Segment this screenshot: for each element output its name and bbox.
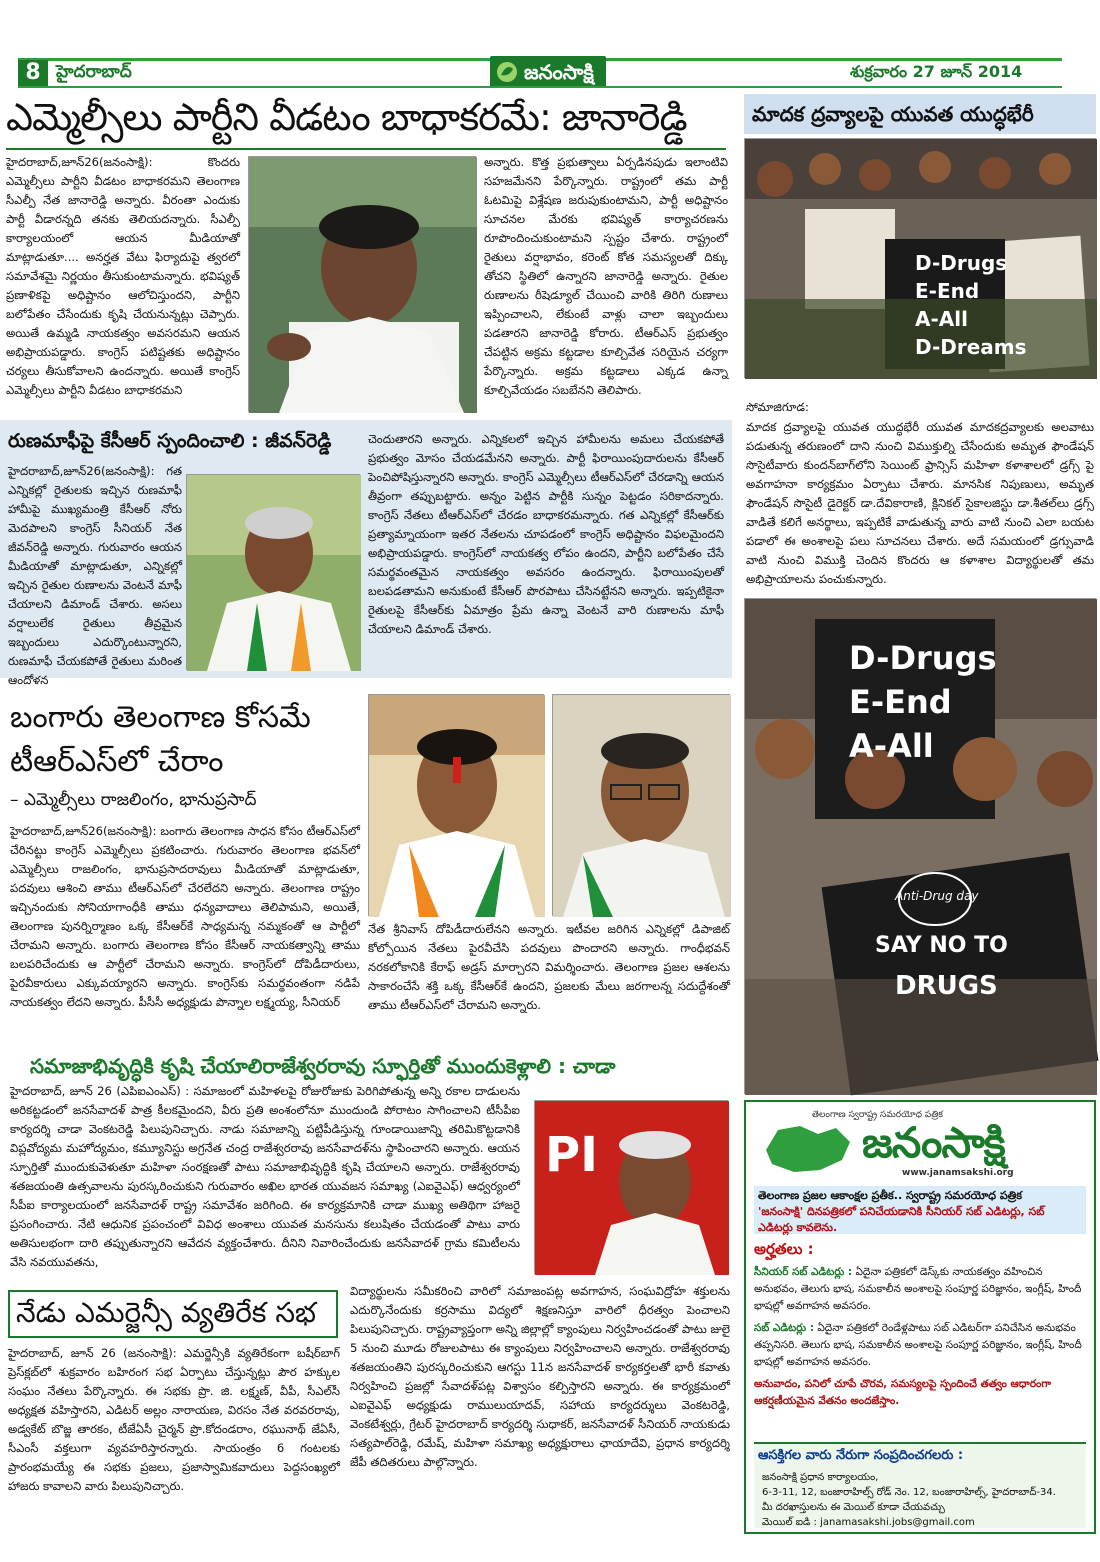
story4-photo [534, 1100, 728, 1274]
ad-contact-head: ఆసక్తిగల వారు నేరుగా సంప్రదించగలరు : [758, 1448, 964, 1463]
telangana-map-icon [756, 1120, 856, 1176]
page-number: 8 [18, 60, 48, 86]
recruitment-ad [744, 1100, 1096, 1534]
story5-headline: నేడు ఎమర్జెన్సీ వ్యతిరేక సభ [16, 1296, 316, 1329]
ad-note-text: అనువాదం, పనిలో చూపే చొరవ, సమస్యలపై స్పందించే తత్వం ఆధారంగా ఆకర్షణీయమైన వేతనం అందజేస్తాం. [754, 1378, 1052, 1407]
lead-headline-rule [6, 148, 726, 150]
brand-logo [490, 56, 606, 88]
story3-photo-left-art [369, 695, 545, 917]
story3-col2: నేత శ్రీనివాస్ దోపిడీదారులేనని అన్నారు. ఇటీవల జరిగిన ఎన్నికల్లో డిపాజిట్ కోల్పోయిన నేతలు పైరవీచేసి పదవులు పొందారని అన్నారు. గాంధీభవన్ నరకలోకానికి కేరాఫ్ అడ్రస్ మార్చారని విమర్శించారు. తెలంగాణ ప్రజల ఆశలను సాకారంచేసే శక్తి ఒక్క కేసీఆర్‌కే ఉందని, ప్రజలకు మేలు జరగాలన్న సదుద్దేశంతో తాము టీఆర్ఎస్‌లో చేరామని అన్నారు. [368, 922, 730, 1012]
ad-note [754, 1376, 1086, 1428]
story4-photo-art [535, 1101, 729, 1275]
brand-name: జనంసాక్షి [524, 60, 594, 84]
ad-senior [754, 1264, 1086, 1316]
sidebar-dateline: సోమాజిగూడ: [746, 400, 809, 414]
ad-contact-address: 6-3-11, 12, బంజారాహిల్స్ రోడ్ నెం. 12, బంజారాహిల్స్, హైదరాబాద్-34. [762, 1487, 1056, 1498]
story2-photo [186, 474, 360, 670]
story3-photo-left [368, 694, 544, 916]
masthead [0, 0, 1100, 92]
ad-contact-mail-note: మీ దరఖాస్తులను ఈ మెయిల్ కూడా చేయవచ్చు [762, 1502, 945, 1513]
sidebar-photo-1 [744, 138, 1096, 378]
lead-col3: అన్నారు. కొత్త ప్రభుత్వాలు ఏర్పడినపుడు ఇలాంటివి సహజమేనని పేర్కొన్నారు. రాష్ట్రంలో తమ పార్టీ ఓటమిపై విశ్లేషణ జరుపుకుంటామని, పార్టీ అధిష్టానం సూచనల మేరకు భవిష్యత్ కార్యాచరణను రూపొందించుకుంటామని స్పష్టం చేశారు. రాష్ట్రంలో రైతులు వర్షాభావం, కరెంట్ కోత సమస్యలతో దిక్కు తోచని స్థితిలో ఉన్నారని జానారెడ్డి అన్నారు. రైతుల రుణాలను రీషెడ్యూల్ చేయించి వారికి తిరిగి రుణాలు ఇప్పించాలని, లేకుంటే వాళ్లు చాలా ఇబ్బందులు పడతారని జానారెడ్డి కోరారు. టీఆర్ఎస్ ప్రభుత్వం చేపట్టిన అక్రమ కట్టడాల కూల్చివేత సరియైన చర్యగా పేర్కొన్నారు. అక్రమ కట్టడాలు ఎక్కడ ఉన్నా కూల్చివేయడం సబబేనని తెలిపారు. [484, 155, 728, 397]
ad-banner-line-2: 'జనంసాక్షి' దినపత్రికలో పనిచేయడానికి సీనియర్ సబ్ ఎడిటర్లు, సబ్ ఎడిటర్లు కావలెను. [758, 1205, 1045, 1234]
story5-col1: హైదరాబాద్, జూన్ 26 (జనంసాక్షి): ఎమర్జెన్సీకి వ్యతిరేకంగా బషీర్‌బాగ్ ప్రెస్‌క్లబ్‌లో శుక్రవారం బహిరంగ సభ ఏర్పాటు చేస్తున్నట్లు పౌర హక్కుల సంఘం నేతలు పేర్కొన్నారు. ఈ సభకు ప్రొ. జి. లక్ష్మణ్, వీపీ, సీఎల్‌సీ అధ్యక్షత వహిస్తారని, ఎడిటర్ అల్లం నారాయణ, విరసం నేత వరవరరావు, అడ్వకేట్ బొజ్జ తారకం, టీజేఏసీ చైర్మన్ ప్రొ.కోదండరాం, రఘునాథ్ జేఏసీ, సీఎంసీ వక్తలుగా వ్యవహరిస్తారన్నారు. సాయంత్రం 6 గంటలకు ప్రారంభమయ్యే ఈ సభకు ప్రజలు, ప్రజాస్వామికవాదులు పెద్దసంఖ్యలో హాజరు కావాలని వారు పిలుపునిచ్చారు. [8, 1346, 340, 1493]
sidebar-photo-1-board-1: D-Drugs [915, 251, 1008, 275]
story4-headline: సమాజాభివృద్ధికి కృషి చేయాలిరాజేశ్వరరావు స్ఫూర్తితో ముందుకెళ్లాలి : చాడా [30, 1054, 616, 1078]
ad-contact [754, 1442, 1086, 1528]
sidebar-headline: మాదక ద్రవ్యాలపై యువత యుద్ధభేరీ [744, 94, 1096, 134]
leaf-icon [496, 61, 518, 83]
ad-contact-email[interactable]: మెయిల్ ఐడి : janamasakshi.jobs@gmail.com [762, 1517, 975, 1528]
ad-senior-label: సీనియర్ సబ్ ఎడిటర్లు : [754, 1266, 853, 1278]
ad-brand: జనంసాక్షి [862, 1118, 1005, 1167]
ad-sub-text: ఏదైనా పత్రికలో రెండేళ్లపాటు సబ్ ఎడిటర్‌గా పనిచేసిన అనుభవం తప్పనిసరి. తెలుగు భాష, సమకాలీన అంశాలపై సంపూర్ణ పరిజ్ఞానం, ఇంగ్లీష్, హిందీ భాషల్లో అవగాహన అవసరం. [754, 1322, 1082, 1368]
ad-banner-line-1: తెలంగాణ ప్రజల ఆకాంక్షల ప్రతీక.. స్వరాష్ట్ర సమరయోధ పత్రిక [758, 1189, 1023, 1202]
story3-headline-line2: టీఆర్ఎస్‌లో చేరాం [10, 744, 224, 779]
sidebar-photo-2-sign-1: Anti-Drug day [895, 889, 979, 903]
ad-senior-text: ఏదైనా పత్రికలో డెస్క్‌కు నాయకత్వం వహించిన అనుభవం, తెలుగు భాష, సమకాలీన అంశాలపై సంపూర్ణ పరిజ్ఞానం, ఇంగ్లీష్, హిందీ భాషల్లో అవగాహన అవసరం. [754, 1266, 1082, 1312]
story2-col1: హైదరాబాద్,జూన్26(జనంసాక్షి): గత ఎన్నికల్లో రైతులకు ఇచ్చిన రుణమాఫీ హామీపై ముఖ్యమంత్రి కేసీఆర్ నోరు మెదపాలని కాంగ్రెస్ సీనియర్ నేత జీవన్‌రెడ్డి అన్నారు. గురువారం ఆయన మీడియాతో మాట్లాడుతూ, ఎన్నికల్లో ఇచ్చిన రైతుల రుణాలను వెంటనే మాఫీ చేయాలని డిమాండ్ చేశారు. అసలు వర్షాలులేక రైతులు తీవ్రమైన ఇబ్బందులు ఎదుర్కొంటున్నారని, రుణమాఫీ చేయకపోతే రైతులు మరింత ఆందోళన [8, 464, 182, 687]
story3-col1: హైదరాబాద్,జూన్26(జనంసాక్షి): బంగారు తెలంగాణ సాధన కోసం టీఆర్ఎస్‌లో చేరినట్టు కాంగ్రెస్ ఎమ్మెల్సీలు ప్రకటించారు. గురువారం తెలంగాణ భవన్‌లో ఎమ్మెల్సీలు రాజలింగం, భానుప్రసాదరావులు మీడియాతో మాట్లాడుతూ, పదవులు ఆశించి తాము టీఆర్ఎస్‌లో చేరలేదని అన్నారు. తెలంగాణ రాష్ట్రం ఇచ్చినందుకు సోనియాగాంధీకి తాము ధన్యవాదాలు తెలిపామని, అయితే, తెలంగాణ పునర్నిర్మాణం ఒక్క కేసీఆర్‌కే సాధ్యమన్న నమ్మకంతో ఆ పార్టీలో చేరామని అన్నారు. బంగారు తెలంగాణ కోసం కేసీఆర్ నాయకత్వాన్ని తాము బలపరిచేందుకు ఆ పార్టీలో చేరామని అన్నారు. కాంగ్రెస్‌లో దోపిడీదారులు, పైరవీకారులు ఎక్కువయ్యారని అన్నారు. కాంగ్రెస్‌కు సమర్థవంతంగా నడిపే నాయకత్వం లేదని అన్నారు. పీసీసీ అధ్యక్షుడు పొన్నాల లక్ష్మయ్య, సీనియర్ [10, 824, 360, 1009]
story4-col2: విద్యార్థులను సమీకరించి వారిలో సమాజంపట్ల అవగాహన, సంఘవిద్రోహ శక్తులను ఎదుర్కొనేందుకు కర్రసాము విద్యలో శిక్షణనిస్తూ వారిలో ధీరత్వం పెంచాలని పిలుపునిచ్చారు. రాష్ట్రవ్యాప్తంగా అన్ని జిల్లాల్లో క్యాంపులు నిర్వహించడంతో పాటు జులై 5 నుంచి మూడు రోజులపాటు ఈ క్యాంపులు నిర్వహించాలని అన్నారు. రాజేశ్వరరావు శతజయంతిని పురస్కరించుకుని ఆగస్టు 11న జనసేవాదళ్ కార్యకర్తలతో భారీ కవాతు నిర్వహించి ప్రజల్లో సేవాదళ్‌పట్ల విశ్వాసం కల్పిస్తారని అన్నారు. ఈ కార్యక్రమంలో ఎఐవైఎఫ్ అధ్యక్షుడు రాములుయాదవ్, సహాయ కార్యదర్శులు వెంకటరెడ్డి, వెంకటేశ్వర్లు, గ్రేటర్ హైదరాబాద్ కార్యదర్శి సుధాకర్, జనసేవాదళ్ సీనియర్ నాయకుడు సత్యపాల్‌రెడ్డి, రమేష్, మహిళా సమాఖ్య అధ్యక్షురాలు ఛాయాదేవి, ప్రధాన కార్యదర్శి జేపీ తదితరులు పాల్గొన్నారు. [350, 1284, 730, 1469]
sidebar-photo-2 [744, 598, 1096, 1094]
ad-contact-office: జనంసాక్షి ప్రధాన కార్యాలయం, [762, 1472, 879, 1483]
ad-banner [754, 1186, 1086, 1234]
issue-date: శుక్రవారం 27 జూన్ 2014 [850, 62, 1023, 81]
sidebar-body: మాదక ద్రవ్యాలపై యువత యుద్ధభేరీ యువత మాదకద్రవ్యాలకు అలవాటు పడుతున్న తరుణంలో దాని నుంచి విముక్తుల్ని చేసేందుకు అమృత ఫౌండేషన్ సొసైటీవారు కుందన్‌బాగ్‌లోని సెయింట్ ఫ్రాన్సిస్ మహిళా కళాశాలలో డ్రగ్స్ పై అవగాహనా కార్యక్రమం ఏర్పాటు చేశారు. మానసిక నిపుణులు, అమృత ఫౌండేషన్ సొసైటీ డైరెక్టర్ డా.దేవికారాణి, క్లినికల్ సైకాలజిస్టు డా.శీతల్‌లు డ్రగ్స్ వాడితే కలిగే అనర్థాలు, ఇప్పటికే వాడుతున్న వారు వాటి నుంచి ఎలా బయట పడాలో ఈ అంశాలపై పలు సూచనలు చేశారు. అదే సమయంలో డ్రగ్సువాడి వాటి నుంచి విముక్తి చెందిన కొందరు ఆ కళాశాల విద్యార్థులతో తమ అభిప్రాయాలను పంచుకున్నారు. [746, 420, 1094, 586]
sidebar-photo-1-board-3: A-All [915, 307, 968, 331]
sidebar-photo-2-sign-2: SAY NO TO [875, 933, 1008, 958]
sidebar-photo-2-sign-3: DRUGS [895, 971, 998, 1001]
story2-headline: రుణమాఫీపై కేసీఆర్ స్పందించాలి : జీవన్‌రెడ్డి [8, 430, 332, 452]
sidebar-photo-2-board-2: E-End [849, 683, 952, 721]
lead-photo-art [249, 157, 477, 413]
sidebar-photo-2-board-1: D-Drugs [849, 639, 997, 677]
ad-logo [752, 1108, 1088, 1182]
ad-sub [754, 1320, 1086, 1372]
story3-photo-right [552, 694, 730, 916]
section-name: హైదరాబాద్ [56, 62, 132, 82]
sidebar-photo-1-board-2: E-End [915, 279, 980, 303]
svg-text:PI: PI [545, 1127, 599, 1183]
story2-col2: చెందుతారని అన్నారు. ఎన్నికలలో ఇచ్చిన హామీలను అమలు చేయకపోతే ప్రభుత్వం మోసం చేయడమేనని అన్నారు. పార్టీ ఫిరాయింపుదారులను కేసీఆర్ పెంచిపోషిస్తున్నారని అన్నారు. కాంగ్రెస్ ఎమ్మెల్సీలు టీఆర్ఎస్‌లో చేరడాన్ని ఆయన తీవ్రంగా తప్పుబట్టారు. అన్నం పెట్టిన పార్టీకి సున్నం పెట్టడం సరికాదన్నారు. కాంగ్రెస్ నేతలు టీఆర్ఎస్‌లో చేరడం బాధాకరమన్నారు. గత ఎన్నికల్లో కేసీఆర్‌కు ప్రత్యామ్నాయంగా ఇతర నేతలను చూపడంలో కాంగ్రెస్ అధిష్టానం విఫలమైందని అభిప్రాయపడ్డారు. కాంగ్రెస్‌లో నాయకత్వ లోపం ఉందని, పార్టీని బలోపేతం చేసే సమర్థవంతమైన నాయకత్వం అవసరం ఉందన్నారు. ఫిరాయింపులతో బలపడతామని అనుకుంటే కేసీఆర్ పొరపాటు చేసినట్టేనని అన్నారు. ఇప్పటికైనా రైతులపై కేసీఆర్‌కు ఏమాత్రం ప్రేమ ఉన్నా వెంటనే వారి రుణాలను మాఫీ చేయాలని డిమాండ్ చేశారు. [368, 432, 724, 636]
story3-headline-line1: బంగారు తెలంగాణ కోసమే [10, 700, 311, 735]
ad-sub-label: సబ్ ఎడిటర్లు : [754, 1322, 814, 1334]
story4-col1: హైదరాబాద్, జూన్ 26 (ఎపిఐఎంఎస్) : సమాజంలో మహిళలపై రోజురోజుకు పెరిగిపోతున్న అన్ని రకాల దాడులను అరికట్టడంలో జనసేవాదళ్ పాత్ర కీలకమైందని, వీరు ప్రతి అంశంలోనూ ముందుండి పోరాటం సాగించాలని టీసీపీఐ కార్యదర్శి చాడా వెంకటరెడ్డి పిలుపునిచ్చారు. నాడు సమాజాన్ని పట్టిపీడిస్తున్న గూండాయిజాన్ని తరిమికొట్టడానికి విప్లవోద్యమ మహోద్యమం, కమ్యూనిస్టు అగ్రనేత చంద్ర రాజేశ్వరరావు జనసేవాదళ్‌ను స్థాపించారని అన్నారు. ఆయన స్ఫూర్తితో ముందుకువెళుతూ మహిళా సంరక్షణతో పాటు సమాజాభివృద్ధికి కృషి చేయాలని అన్నారు. రాజేశ్వరరావు శతజయంతి ఉత్సవాలను పురస్కరించుకుని గురువారం అఖిల భారత యువజన సమాఖ్య (ఎఐవైఎఫ్) ఆధ్వర్యంలో సీపీఐ కార్యాలయంలో జనసేవాదళ్ రాష్ట్ర సమావేశం జరిగింది. ఈ కార్యక్రమానికి చాడా ముఖ్య అతిథిగా హాజరై ప్రసంగించారు. నేటి ఆధునిక ప్రపంచంలో వివిధ అంశాలు యువత మనసును కలుషితం చేయడంతో పాటు వారు అతిసులభంగా దారి తప్పుతున్నారని ఆవేదన వ్యక్తంచేశారు. దీనిని నివారించేందుకు జనసేవాదళ్ గ్రామ కమిటీలను వేసి నవయువతను, [10, 1084, 520, 1269]
lead-headline: ఎమ్మెల్సీలు పార్టీని వీడటం బాధాకరమే: జానారెడ్డి [6, 95, 687, 139]
story2-photo-art [187, 475, 361, 671]
story3-subhead: – ఎమ్మెల్సీలు రాజలింగం, భానుప్రసాద్ [10, 790, 257, 810]
story3-photo-right-art [553, 695, 731, 917]
lead-col1: హైదరాబాద్,జూన్26(జనంసాక్షి): కొందరు ఎమ్మెల్సీలు పార్టీని వీడటం బాధాకరమని తెలంగాణ సీఎల్పీ నేత జానారెడ్డి అన్నారు. వీరంతా ఎందుకు పార్టీ వీడారన్నది తనకు తెలియదన్నారు. సీఎల్పీ కార్యాలయంలో ఆయన మీడియాతో మాట్లాడుతూ.... అనర్హత వేటు ఫిర్యాదుపై త్వరలో సమావేశమై నిర్ణయం తీసుకుంటామన్నారు. భవిష్యత్ ప్రణాళికపై అధిష్టానం ఆలోచిస్తుందని, పార్టీని బలోపేతం చేసేందుకు కృషి చేయనున్నట్లు చెప్పారు. అయితే ఉమ్మడి నాయకత్వం అవసరమని ఆయన అభిప్రాయపడ్డారు. కాంగ్రెస్ పటిష్టతకు అధిష్టానం చర్యలు తీసుకోవాలని ఉందన్నారు. అయితే కాంగ్రెస్ ఎమ్మెల్సీలు పార్టీని వీడటం బాధాకరమని [6, 155, 240, 397]
ad-tagline: తెలంగాణ స్వరాష్ట్ర సమరయోధ పత్రిక [812, 1110, 943, 1120]
sidebar-photo-1-board-4: D-Dreams [915, 335, 1027, 359]
sidebar-photo-2-board-3: A-All [849, 727, 934, 765]
ad-qualifications: అర్హతలు : [754, 1240, 814, 1258]
lead-photo [248, 156, 476, 412]
masthead-rule-bottom [18, 86, 1062, 88]
ad-url[interactable]: www.janamsakshi.org [902, 1168, 1014, 1178]
